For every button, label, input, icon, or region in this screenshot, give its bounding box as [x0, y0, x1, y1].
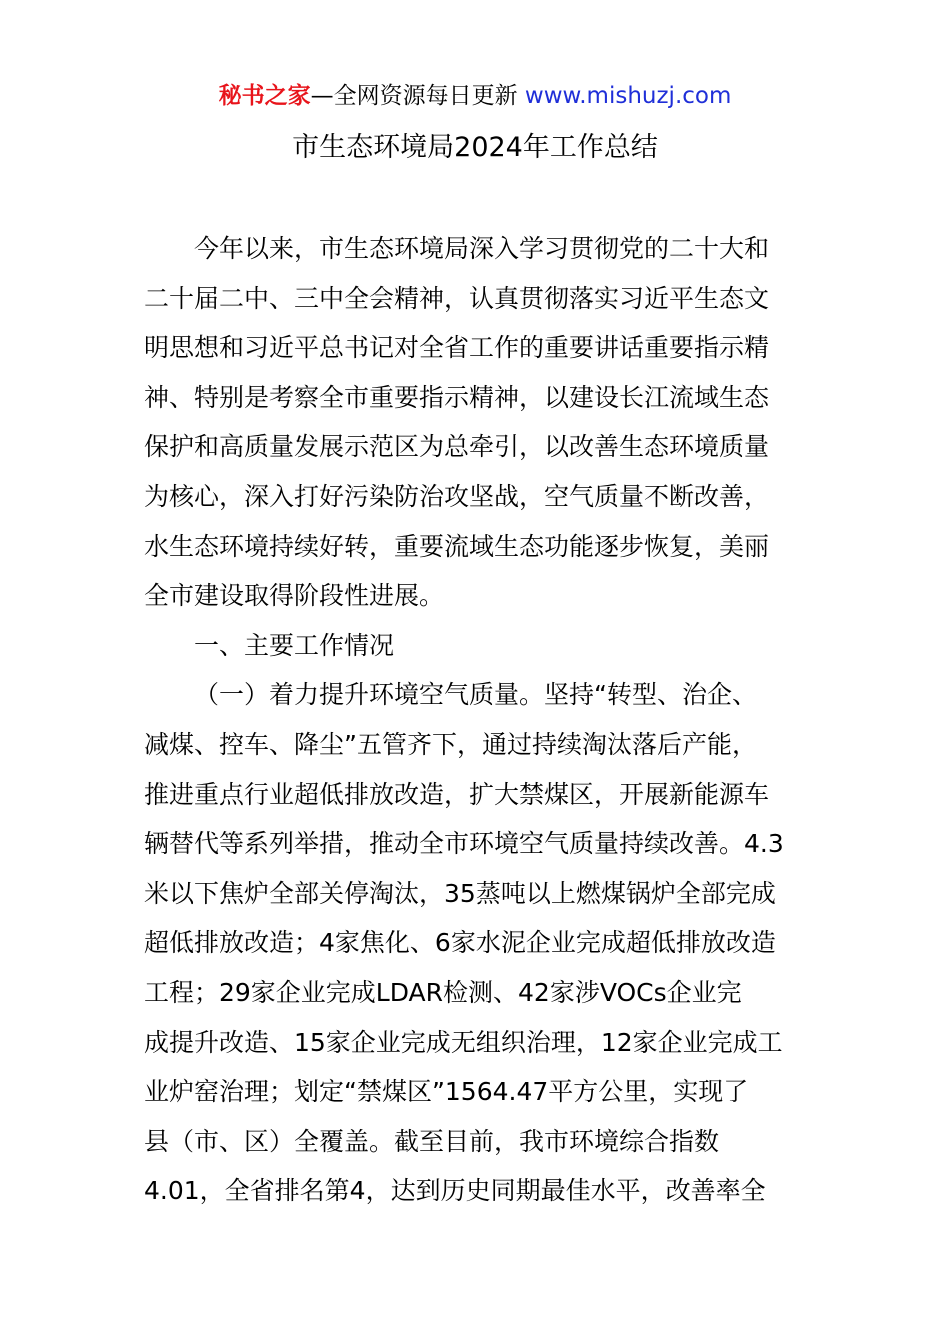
site-brand: 秘书之家	[218, 83, 311, 109]
paragraph-line: 工程；29家企业完成LDAR检测、42家涉VOCs企业完	[144, 977, 742, 1007]
paragraph-line: 业炉窑治理；划定“禁煤区”1564.47平方公里，实现了	[144, 1077, 749, 1107]
paragraph-line: 4.01，全省排名第4，达到历史同期最佳水平，改善率全	[144, 1176, 766, 1206]
site-banner	[0, 80, 950, 112]
section-heading: 一、主要工作情况	[194, 630, 395, 660]
paragraph-line: 明思想和习近平总书记对全省工作的重要讲话重要指示精	[144, 333, 770, 363]
paragraph-line: 为核心，深入打好污染防治攻坚战，空气质量不断改善，	[144, 481, 770, 511]
paragraph-line: 减煤、控车、降尘”五管齐下，通过持续淘汰落后产能，	[144, 729, 757, 759]
paragraph-line: 神、特别是考察全市重要指示精神，以建设长江流域生态	[144, 382, 770, 412]
paragraph-line: 保护和高质量发展示范区为总牵引，以改善生态环境质量	[144, 432, 770, 462]
paragraph-line: 超低排放改造；4家焦化、6家水泥企业完成超低排放改造	[144, 928, 776, 958]
paragraph-line: 水生态环境持续好转，重要流域生态功能逐步恢复，美丽	[144, 531, 770, 561]
paragraph-line: 全市建设取得阶段性进展。	[144, 581, 445, 611]
site-tagline: —全网资源每日更新	[310, 83, 518, 109]
paragraph-line: 辆替代等系列举措，推动全市环境空气质量持续改善。4.3	[144, 829, 784, 859]
paragraph-line: （一）着力提升环境空气质量。坚持“转型、治企、	[194, 680, 757, 710]
paragraph-line: 米以下焦炉全部关停淘汰，35蒸吨以上燃煤锅炉全部完成	[144, 878, 776, 908]
paragraph-line: 成提升改造、15家企业完成无组织治理，12家企业完成工	[144, 1027, 783, 1057]
paragraph-line: 推进重点行业超低排放改造，扩大禁煤区，开展新能源车	[144, 779, 770, 809]
document-title: 市生态环境局2024年工作总结	[292, 132, 658, 163]
document-body	[144, 224, 808, 1216]
paragraph-line: 今年以来，市生态环境局深入学习贯彻党的二十大和	[194, 234, 770, 263]
paragraph-line: 县（市、区）全覆盖。截至目前，我市环境综合指数	[144, 1126, 720, 1156]
site-url-link[interactable]: www.mishuzj.com	[524, 83, 732, 109]
paragraph-line: 二十届二中、三中全会精神，认真贯彻落实习近平生态文	[144, 283, 770, 313]
